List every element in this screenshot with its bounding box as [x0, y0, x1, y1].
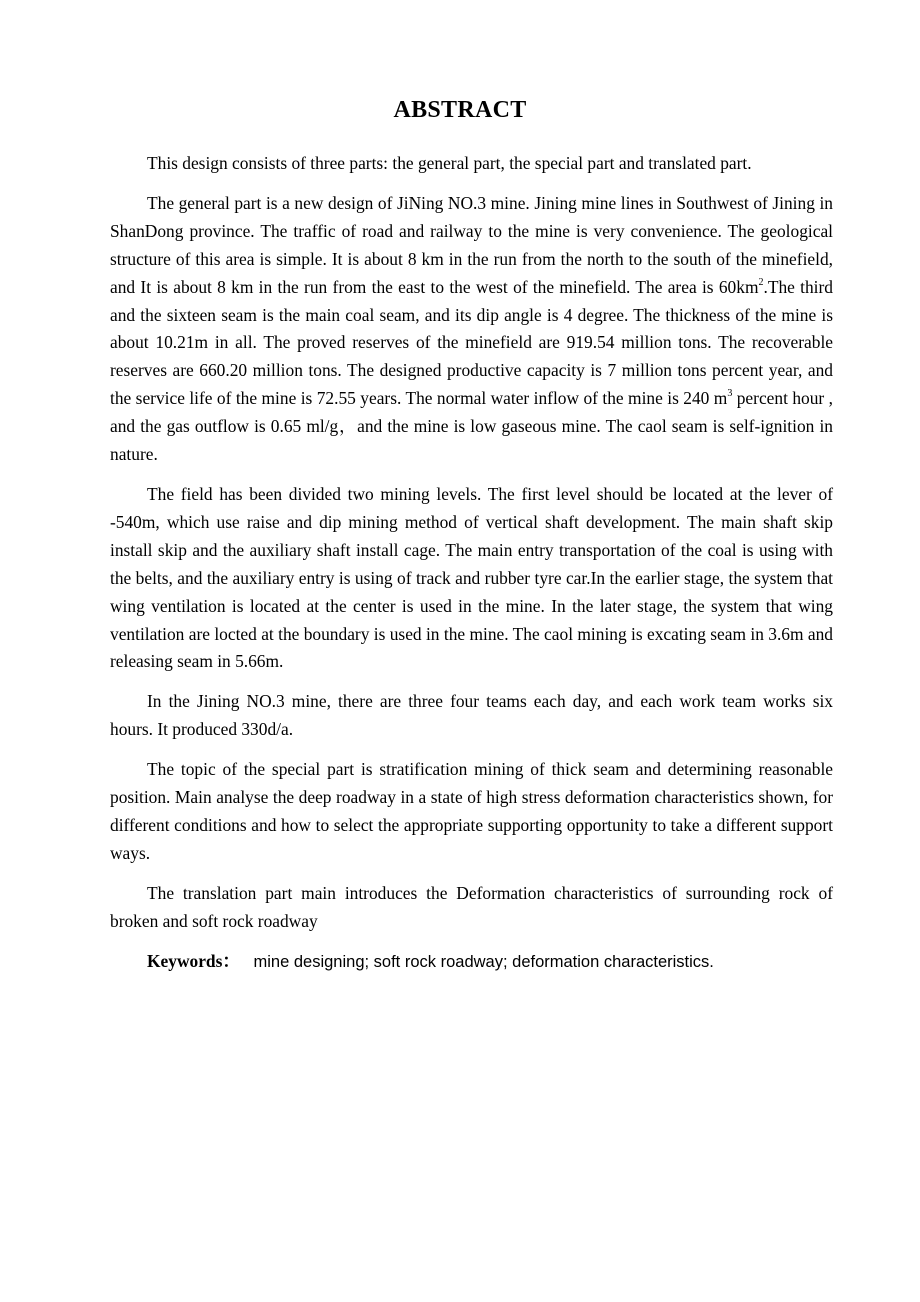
paragraph-general-part-text-2: .The third and the sixteen seam is the main coal seam, and its dip angle is 4 degree. The thickness of the mine is about 10.21m in all. The proved reserves of the minefield are 919.54 million tons. The recoverable reserves are 660.20 million tons. The designed productive capacity is 7 million tons percent year, and the service life of the mine is 72.55 years. The normal water inflow of the mine is 240 m [110, 276, 833, 409]
paragraph-special-part: The topic of the special part is stratification mining of thick seam and determining reasonable position. Main analyse the deep roadway in a state of high stress deformation characteristics shown, for different conditions and how to select the appropriate supporting opportunity to take a different support ways. [110, 759, 833, 863]
paragraph-translation-part: The translation part main introduces the Deformation characteristics of surrounding rock of broken and soft rock roadway [110, 882, 833, 931]
paragraph-general-part [110, 190, 833, 469]
paragraph-general-part-text-1: The general part is a new design of JiNing NO.3 mine. Jining mine lines in Southwest of Jining in ShanDong province. The traffic of road and railway to the mine is very convenience. The geological structure of this area is simple. It is about 8 km in the run from the north to the south of the minefield, and It is about 8 km in the run from the east to the west of the minefield. The area is 60km [110, 192, 833, 297]
superscript-squared: 2 [758, 276, 764, 288]
paragraph-work-teams: In the Jining NO.3 mine, there are three four teams each day, and each work team works six hours. It produced 330d/a. [110, 691, 833, 740]
keywords-label: Keywords： [147, 950, 240, 971]
paragraph-overview: This design consists of three parts: the general part, the special part and translated part. [147, 153, 752, 173]
superscript-cubed: 3 [727, 388, 733, 400]
paragraph-mining-levels: The field has been divided two mining levels. The first level should be located at the lever of -540m, which use raise and dip mining method of vertical shaft development. The main shaft skip install skip and the auxiliary shaft install cage. The main entry transportation of the coal is using with the belts, and the auxiliary entry is using of track and rubber tyre car.In the earlier stage, the system that wing ventilation is located at the center is used in the mine. In the later stage, the system that wing ventilation are locted at the boundary is used in the mine. The caol mining is excating seam in 3.6m and releasing seam in 5.66m. [110, 483, 833, 672]
keywords-value: mine designing; soft rock roadway; deformation characteristics. [253, 952, 714, 971]
abstract-body [110, 150, 833, 976]
paragraph-general-part-text-3: percent hour , and the gas outflow is 0.65 ml/g，and the mine is low gaseous mine. The caol seam is self-ignition in nature. [110, 388, 833, 465]
keywords-line [110, 948, 833, 977]
keywords-text [240, 953, 714, 971]
abstract-title: ABSTRACT [393, 97, 527, 123]
